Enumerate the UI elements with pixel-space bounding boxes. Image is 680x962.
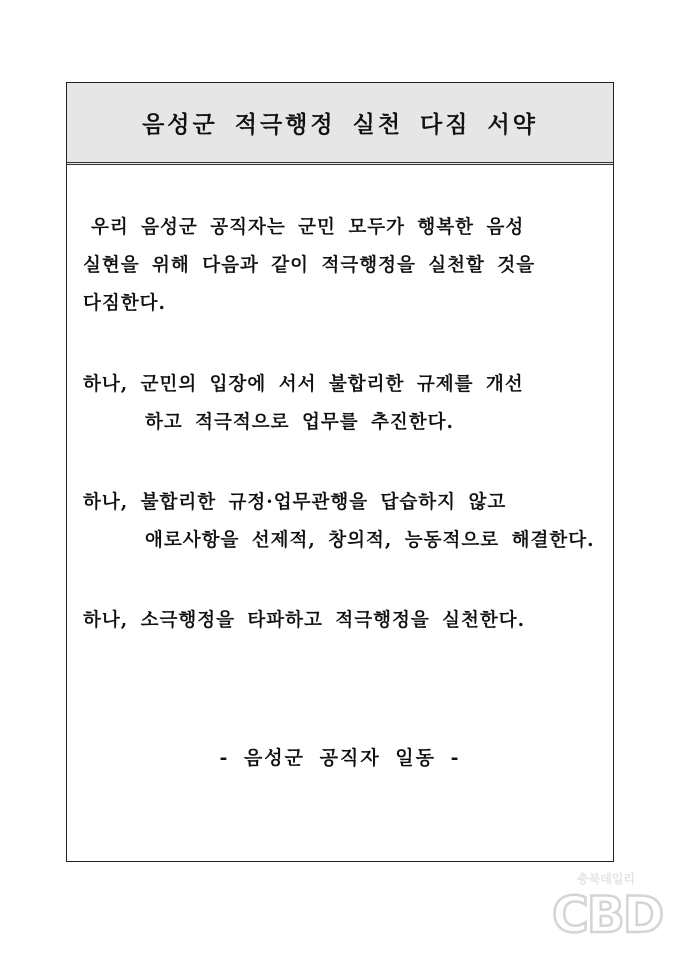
- pledge-title: 음성군 적극행정 실천 다짐 서약: [142, 111, 538, 138]
- signature: - 음성군 공직자 일동 -: [219, 747, 461, 769]
- oath-line: 하고 적극적으로 업무를 추진한다.: [145, 412, 454, 433]
- oath-item-2: [83, 484, 603, 560]
- intro-line: 실현을 위해 다음과 같이 적극행정을 실천할 것을: [83, 255, 536, 276]
- title-box: [67, 83, 613, 165]
- oath-line: 하나, 군민의 입장에 서서 불합리한 규제를 개선: [83, 374, 524, 395]
- oath-line: 하나, 불합리한 규정·업무관행을 답습하지 않고: [83, 492, 507, 513]
- pledge-frame: [66, 82, 614, 862]
- watermark-small-text: 충북데일리: [577, 872, 635, 886]
- intro-line: 우리 음성군 공직자는 군민 모두가 행복한 음성: [91, 217, 525, 238]
- watermark-big-text: CBD: [552, 886, 663, 944]
- intro-paragraph: [83, 209, 603, 323]
- oath-line: 하나, 소극행정을 타파하고 적극행정을 실천한다.: [83, 610, 526, 631]
- oath-line: 애로사항을 선제적, 창의적, 능동적으로 해결한다.: [145, 530, 595, 551]
- intro-line: 다짐한다.: [83, 293, 166, 314]
- watermark-logo: [552, 872, 663, 946]
- oath-item-3: [83, 602, 603, 640]
- oath-item-1: [83, 366, 603, 442]
